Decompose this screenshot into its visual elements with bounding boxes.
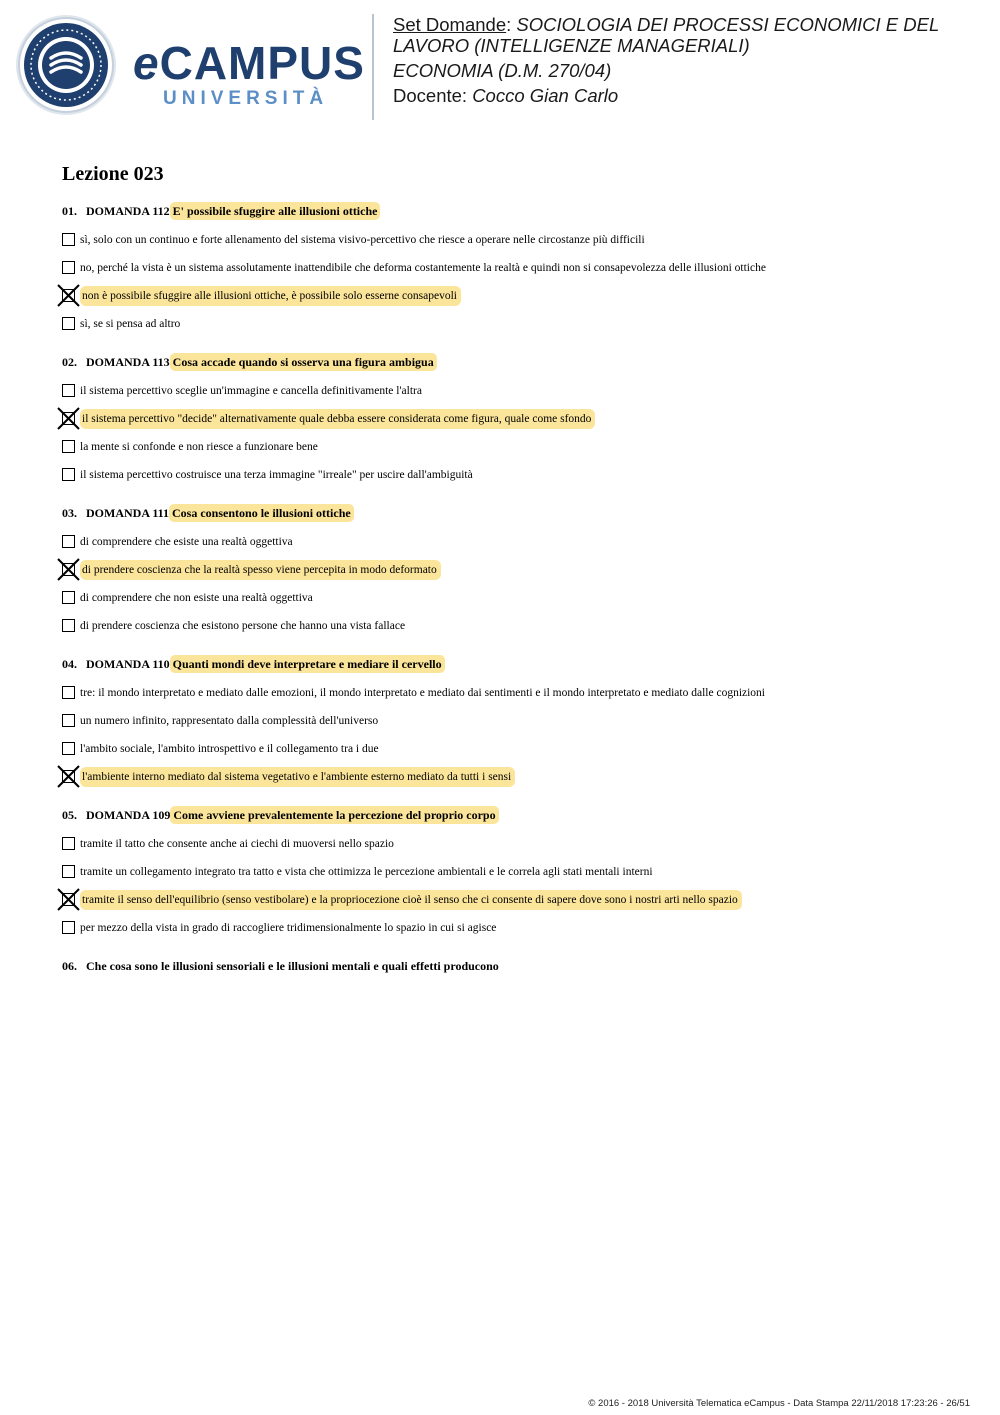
- answer-option: [62, 707, 962, 735]
- answer-option: [62, 858, 962, 886]
- answer-text: tre: il mondo interpretato e mediato dalle emozioni, il mondo interpretato e mediato dai sentimenti e il mondo interpretato e mediato dalle cognizioni: [80, 687, 766, 699]
- answer-text: per mezzo della vista in grado di raccogliere tridimensionalmente lo spazio in cui si agisce: [80, 922, 497, 934]
- answer-option: [62, 461, 962, 489]
- answer-option: [62, 433, 962, 461]
- question-number: 01.: [62, 204, 77, 218]
- answer-option: [62, 914, 962, 942]
- answer-checkbox[interactable]: [62, 837, 75, 850]
- answer-checkbox[interactable]: [62, 233, 75, 246]
- answer-checkbox-checked[interactable]: [62, 770, 75, 783]
- answer-text-selected: l'ambiente interno mediato dal sistema vegetativo e l'ambiente esterno mediato da tutti i sensi: [80, 767, 515, 787]
- answer-text-selected: il sistema percettivo "decide" alternativamente quale debba essere considerata come figura, quale come sfondo: [80, 409, 595, 429]
- question-code: DOMANDA 112: [86, 204, 170, 218]
- answer-checkbox[interactable]: [62, 865, 75, 878]
- answer-option: [62, 763, 962, 791]
- question-sheet: [62, 160, 962, 977]
- answer-text-selected: di prendere coscienza che la realtà spesso viene percepita in modo deformato: [80, 560, 441, 580]
- answer-text: di comprendere che esiste una realtà oggettiva: [80, 536, 293, 548]
- question-text: Cosa accade quando si osserva una figura ambigua: [170, 353, 437, 371]
- answer-checkbox[interactable]: [62, 261, 75, 274]
- answer-text: il sistema percettivo sceglie un'immagine e cancella definitivamente l'altra: [80, 385, 422, 397]
- answer-option: [62, 310, 962, 338]
- set-label: Set Domande: [393, 14, 507, 35]
- answer-text: di prendere coscienza che esistono persone che hanno una vista fallace: [80, 620, 406, 632]
- question-code: DOMANDA 113: [86, 355, 170, 369]
- answer-checkbox[interactable]: [62, 440, 75, 453]
- answer-option: [62, 584, 962, 612]
- question-number: 03.: [62, 506, 77, 520]
- answer-checkbox[interactable]: [62, 619, 75, 632]
- answer-option: [62, 254, 962, 282]
- question-block: [62, 351, 962, 489]
- question-number: 02.: [62, 355, 77, 369]
- answer-text: un numero infinito, rappresentato dalla complessità dell'universo: [80, 715, 379, 727]
- header-divider: [372, 14, 374, 120]
- answer-checkbox-checked[interactable]: [62, 893, 75, 906]
- answer-text: tramite il tatto che consente anche ai ciechi di muoversi nello spazio: [80, 838, 394, 850]
- question-text: Quanti mondi deve interpretare e mediare il cervello: [170, 655, 445, 673]
- answer-checkbox[interactable]: [62, 686, 75, 699]
- answer-checkbox[interactable]: [62, 921, 75, 934]
- question-block: [62, 200, 962, 338]
- brand-name: eCAMPUS: [133, 37, 365, 89]
- answer-option: [62, 528, 962, 556]
- open-question-text: Che cosa sono le illusioni sensoriali e le illusioni mentali e quali effetti producono: [86, 959, 499, 973]
- answer-checkbox[interactable]: [62, 468, 75, 481]
- answer-option: [62, 377, 962, 405]
- course-degree: ECONOMIA (D.M. 270/04): [393, 60, 612, 81]
- answer-option: [62, 886, 962, 914]
- answer-text: la mente si confonde e non riesce a funzionare bene: [80, 441, 318, 453]
- question-code: DOMANDA 111: [86, 506, 170, 520]
- answer-checkbox[interactable]: [62, 384, 75, 397]
- answer-checkbox[interactable]: [62, 591, 75, 604]
- university-seal-icon: [15, 14, 117, 116]
- answer-option: [62, 556, 962, 584]
- answer-text: sì, solo con un continuo e forte allenamento del sistema visivo-percettivo che riesce a operare nelle circostanze più difficili: [80, 234, 645, 246]
- answer-checkbox-checked[interactable]: [62, 289, 75, 302]
- answer-option: [62, 735, 962, 763]
- answer-checkbox[interactable]: [62, 742, 75, 755]
- question-text: Cosa consentono le illusioni ottiche: [169, 504, 354, 522]
- answer-option: [62, 679, 962, 707]
- answer-checkbox-checked[interactable]: [62, 412, 75, 425]
- answer-option: [62, 226, 962, 254]
- answer-text: tramite un collegamento integrato tra tatto e vista che ottimizza le percezione ambientali e le correla agli stati mentali interni: [80, 866, 653, 878]
- answer-option: [62, 830, 962, 858]
- answer-option: [62, 282, 962, 310]
- question-title: [62, 653, 962, 675]
- answer-checkbox[interactable]: [62, 535, 75, 548]
- question-title: [62, 351, 962, 373]
- docente-label: Docente:: [393, 85, 473, 106]
- answer-option: [62, 405, 962, 433]
- lesson-title: Lezione 023: [62, 163, 164, 185]
- course-title-line2: LAVORO (INTELLIGENZE MANAGERIALI): [393, 35, 750, 56]
- answer-checkbox-checked[interactable]: [62, 563, 75, 576]
- answer-option: [62, 612, 962, 640]
- brand-subtitle: UNIVERSITÀ: [163, 88, 329, 109]
- question-title: [62, 200, 962, 222]
- question-code: DOMANDA 109: [86, 808, 171, 822]
- question-title: [62, 804, 962, 826]
- answer-text: no, perché la vista è un sistema assolutamente inattendibile che deforma costantemente la realtà e quindi non si consapevolezza delle illusioni ottiche: [80, 262, 766, 274]
- question-number: 05.: [62, 808, 77, 822]
- answer-checkbox[interactable]: [62, 317, 75, 330]
- ecampus-logo: [15, 14, 365, 118]
- answer-checkbox[interactable]: [62, 714, 75, 727]
- question-block: [62, 653, 962, 791]
- question-title: [62, 502, 962, 524]
- course-title-line1: SOCIOLOGIA DEI PROCESSI ECONOMICI E DEL: [516, 14, 940, 35]
- answer-text-selected: non è possibile sfuggire alle illusioni ottiche, è possibile solo esserne consapevoli: [80, 286, 461, 306]
- question-block: [62, 804, 962, 942]
- docente-name: Cocco Gian Carlo: [472, 85, 619, 106]
- question-block: [62, 502, 962, 640]
- question-text: E' possibile sfuggire alle illusioni ottiche: [170, 202, 381, 220]
- answer-text: l'ambito sociale, l'ambito introspettivo e il collegamento tra i due: [80, 743, 379, 755]
- answer-text: di comprendere che non esiste una realtà oggettiva: [80, 592, 313, 604]
- answer-text: sì, se si pensa ad altro: [80, 318, 181, 330]
- footer: © 2016 - 2018 Università Telematica eCampus - Data Stampa 22/11/2018 17:23:26 - 26/51: [588, 1398, 970, 1409]
- answer-text-selected: tramite il senso dell'equilibrio (senso vestibolare) e la propriocezione cioè il senso che ci consente di sapere dove sono i nostri arti nello spazio: [80, 890, 742, 910]
- question-code: DOMANDA 110: [86, 657, 170, 671]
- header-info: Set Domande: SOCIOLOGIA DEI PROCESSI ECONOMICI E DEL LAVORO (INTELLIGENZE MANAGERIALI) ECONOMIA (D.M. 270/04) Docente: Cocco Gian Carlo: [393, 14, 940, 106]
- answer-text: il sistema percettivo costruisce una terza immagine "irreale" per uscire dall'ambiguità: [80, 469, 473, 481]
- open-question: 06. Che cosa sono le illusioni sensoriali e le illusioni mentali e quali effetti producono: [62, 959, 499, 973]
- question-text: Come avviene prevalentemente la percezione del proprio corpo: [170, 806, 498, 824]
- question-number: 04.: [62, 657, 77, 671]
